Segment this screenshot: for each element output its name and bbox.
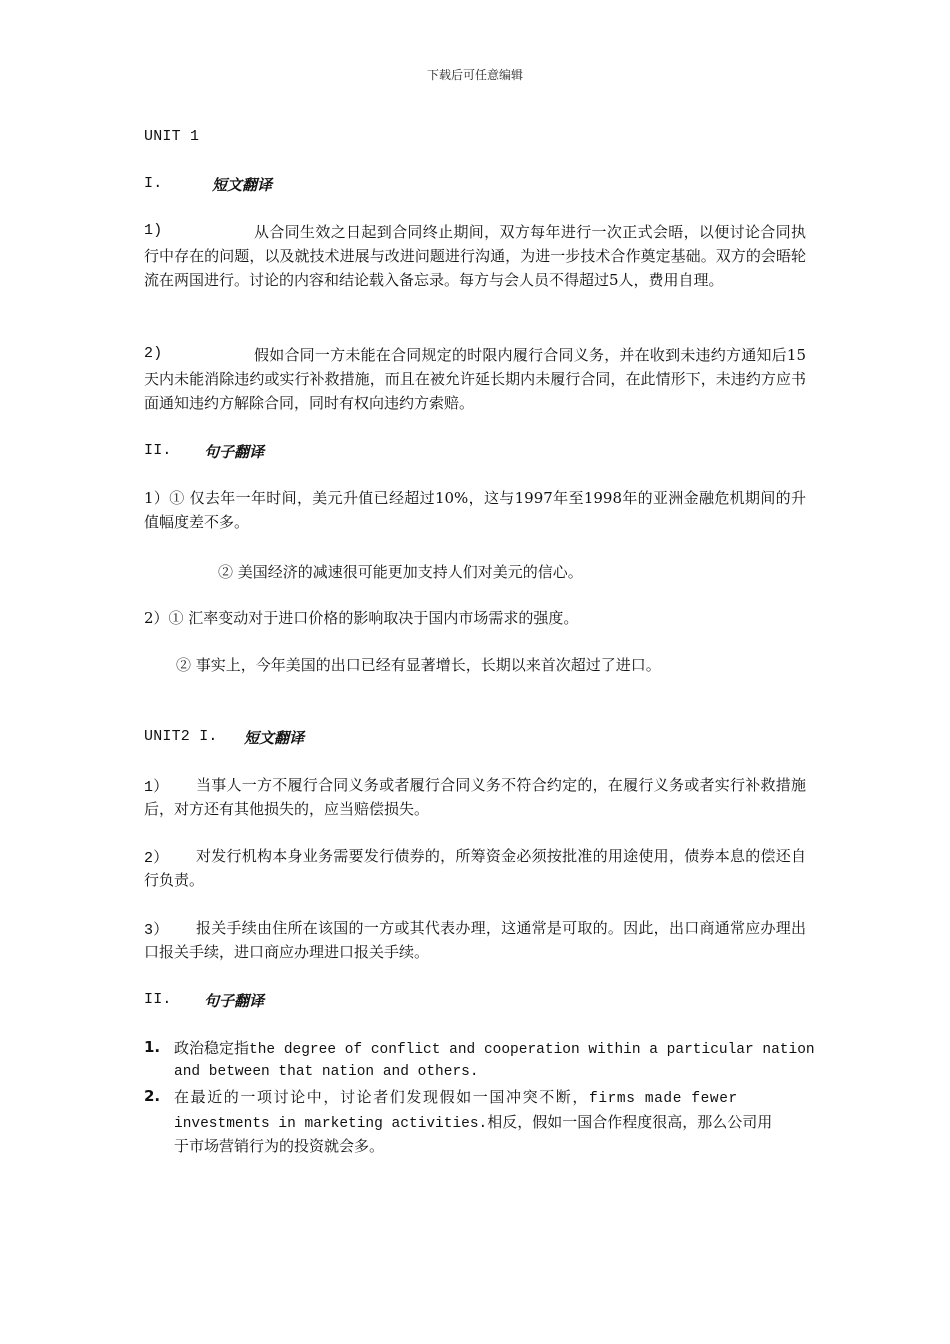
list-item-1-english: the degree of conflict and cooperation within a particular nation: [249, 1042, 815, 1058]
unit2-p2-text: 对发行机构本身业务需要发行债券的，所筹资金必须按批准的用途使用，债券本息的偿还自行负责。: [144, 847, 806, 889]
unit2-p1-text: 当事人一方不履行合同义务或者履行合同义务不符合约定的，在履行义务或者实行补救措施后，对方还有其他损失的，应当赔偿损失。: [144, 776, 806, 818]
unit1-section2-number: II.: [144, 442, 172, 459]
unit1-p1-number: 1): [144, 222, 163, 239]
list-item-2-line3: 于市场营销行为的投资就会多。: [174, 1137, 385, 1155]
list-item-1-line2: and between that nation and others.: [174, 1064, 479, 1080]
unit2-section1-title: 短文翻译: [244, 729, 305, 747]
unit1-p2-number: 2): [144, 345, 163, 362]
unit1-p1-text: 从合同生效之日起到合同终止期间，双方每年进行一次正式会晤，以便讨论合同执行中存在的问题，以及就技术进展与改进问题进行沟通，为进一步技术合作奠定基础。双方的会晤轮流在两国进行。讨论的内容和结论载入备忘录。每方与会人员不得超过5人，费用自理。: [144, 223, 806, 289]
unit1-sentence2b: ② 事实上，今年美国的出口已经有显著增长，长期以来首次超过了进口。: [176, 656, 661, 674]
unit2-section2-number: II.: [144, 991, 172, 1008]
list-item-2-line1: [174, 1085, 738, 1111]
unit2-p2-number: 2）: [144, 850, 169, 867]
list-item-2-english-1: firms made fewer: [589, 1091, 738, 1107]
unit2-p3-text: 报关手续由住所在该国的一方或其代表办理，这通常是可取的。因此，出口商通常应办理出口报关手续，进口商应办理进口报关手续。: [144, 919, 806, 961]
unit1-sentence1a: 1）① 仅去年一年时间，美元升值已经超过10%，这与1997年至1998年的亚洲金融危机期间的升值幅度差不多。: [144, 489, 806, 531]
list-item-2-chinese-1: 在最近的一项讨论中，讨论者们发现假如一国冲突不断，: [174, 1088, 590, 1106]
unit1-title: UNIT 1: [144, 128, 200, 145]
unit1-section1-title: 短文翻译: [212, 176, 273, 194]
list-item-2-number: 2.: [144, 1087, 161, 1105]
list-item-1-number: 1.: [144, 1038, 161, 1056]
unit2-title: UNIT2 I.: [144, 728, 218, 745]
unit1-sentence1b: ② 美国经济的减速很可能更加支持人们对美元的信心。: [218, 563, 583, 581]
list-item-2-english-2: investments in marketing activities.: [174, 1116, 488, 1132]
list-item-2-line2: [174, 1110, 772, 1136]
unit1-section1-number: I.: [144, 175, 163, 192]
unit1-sentence2a: 2）① 汇率变动对于进口价格的影响取决于国内市场需求的强度。: [144, 609, 579, 627]
unit1-section2-title: 句子翻译: [204, 443, 265, 461]
list-item-2-chinese-2: 相反，假如一国合作程度很高，那么公司用: [487, 1113, 773, 1131]
unit2-p1-number: 1）: [144, 779, 169, 796]
list-item-1-chinese: 政治稳定指: [174, 1039, 250, 1057]
unit1-p2-text: 假如合同一方未能在合同规定的时限内履行合同义务，并在收到未违约方通知后15天内未能消除违约或实行补救措施，而且在被允许延长期内未履行合同，在此情形下，未违约方应书面通知违约方解除合同，同时有权向违约方索赔。: [144, 346, 806, 412]
list-item-1-line1: [174, 1036, 815, 1062]
page-header: 下载后可任意编辑: [426, 68, 523, 82]
unit2-section2-title: 句子翻译: [204, 992, 265, 1010]
unit2-p3-number: 3）: [144, 922, 169, 939]
